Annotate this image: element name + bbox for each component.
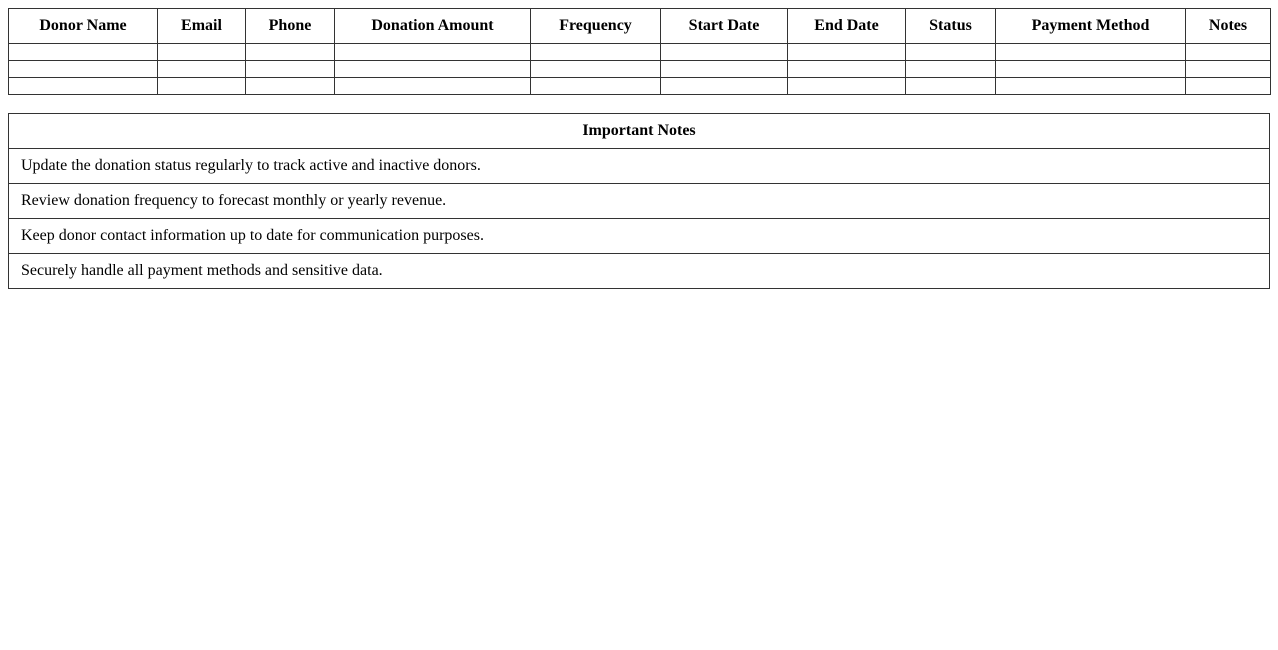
table-cell-donation-amount[interactable] bbox=[335, 44, 531, 61]
column-header-phone: Phone bbox=[246, 9, 335, 44]
note-item: Securely handle all payment methods and sensitive data. bbox=[9, 254, 1270, 289]
table-cell-payment-method[interactable] bbox=[996, 78, 1186, 95]
table-cell-start-date[interactable] bbox=[661, 61, 788, 78]
column-header-end-date: End Date bbox=[788, 9, 906, 44]
table-cell-email[interactable] bbox=[158, 44, 246, 61]
table-row bbox=[9, 78, 1271, 95]
note-item: Review donation frequency to forecast monthly or yearly revenue. bbox=[9, 184, 1270, 219]
table-cell-status[interactable] bbox=[906, 78, 996, 95]
note-item: Keep donor contact information up to date for communication purposes. bbox=[9, 219, 1270, 254]
table-cell-frequency[interactable] bbox=[531, 78, 661, 95]
table-cell-status[interactable] bbox=[906, 44, 996, 61]
table-cell-notes[interactable] bbox=[1186, 61, 1271, 78]
donor-table bbox=[8, 8, 1271, 95]
table-cell-donation-amount[interactable] bbox=[335, 61, 531, 78]
donor-table-header-row bbox=[9, 9, 1271, 44]
table-cell-frequency[interactable] bbox=[531, 44, 661, 61]
important-notes-title: Important Notes bbox=[9, 114, 1270, 149]
column-header-notes: Notes bbox=[1186, 9, 1271, 44]
table-cell-end-date[interactable] bbox=[788, 44, 906, 61]
table-cell-donor-name[interactable] bbox=[9, 61, 158, 78]
table-cell-payment-method[interactable] bbox=[996, 61, 1186, 78]
table-cell-donor-name[interactable] bbox=[9, 78, 158, 95]
table-cell-start-date[interactable] bbox=[661, 44, 788, 61]
column-header-email: Email bbox=[158, 9, 246, 44]
column-header-status: Status bbox=[906, 9, 996, 44]
table-cell-phone[interactable] bbox=[246, 78, 335, 95]
table-cell-payment-method[interactable] bbox=[996, 44, 1186, 61]
column-header-payment-method: Payment Method bbox=[996, 9, 1186, 44]
table-row bbox=[9, 61, 1271, 78]
table-cell-email[interactable] bbox=[158, 61, 246, 78]
note-row bbox=[9, 149, 1270, 184]
column-header-start-date: Start Date bbox=[661, 9, 788, 44]
table-cell-start-date[interactable] bbox=[661, 78, 788, 95]
table-cell-phone[interactable] bbox=[246, 44, 335, 61]
notes-header-row bbox=[9, 114, 1270, 149]
table-cell-end-date[interactable] bbox=[788, 61, 906, 78]
column-header-frequency: Frequency bbox=[531, 9, 661, 44]
important-notes-table bbox=[8, 113, 1270, 289]
table-cell-end-date[interactable] bbox=[788, 78, 906, 95]
column-header-donation-amount: Donation Amount bbox=[335, 9, 531, 44]
note-item: Update the donation status regularly to track active and inactive donors. bbox=[9, 149, 1270, 184]
table-cell-frequency[interactable] bbox=[531, 61, 661, 78]
note-row bbox=[9, 254, 1270, 289]
table-cell-status[interactable] bbox=[906, 61, 996, 78]
table-cell-notes[interactable] bbox=[1186, 44, 1271, 61]
table-cell-email[interactable] bbox=[158, 78, 246, 95]
table-row bbox=[9, 44, 1271, 61]
note-row bbox=[9, 219, 1270, 254]
table-cell-phone[interactable] bbox=[246, 61, 335, 78]
table-cell-donor-name[interactable] bbox=[9, 44, 158, 61]
note-row bbox=[9, 184, 1270, 219]
column-header-donor-name: Donor Name bbox=[9, 9, 158, 44]
table-cell-notes[interactable] bbox=[1186, 78, 1271, 95]
table-cell-donation-amount[interactable] bbox=[335, 78, 531, 95]
